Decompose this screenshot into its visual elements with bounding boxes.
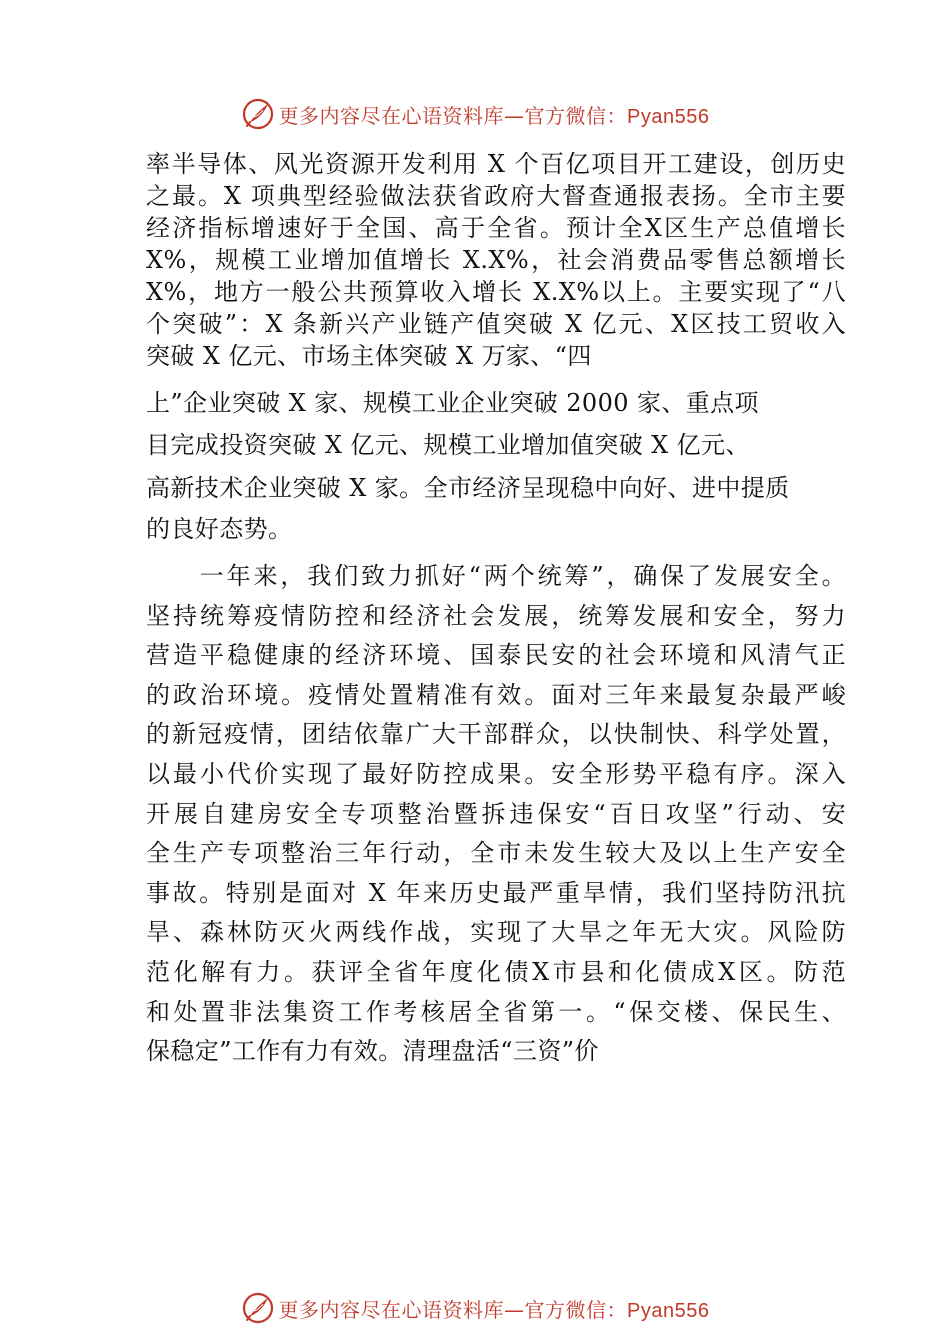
text-line: 上”企业突破 X 家、规模工业企业突破 2000 家、重点项 [146, 389, 759, 417]
text-line: 的新冠疫情，团结依靠广大干部群众，以快制快、科学处置， [146, 720, 846, 749]
text-line: 开展自建房安全专项整治暨拆违保安“百日攻坚”行动、安 [146, 799, 846, 828]
header-brand: 更多内容尽在心语资料库 [278, 103, 505, 128]
header-banner [0, 94, 950, 134]
text-line: 旱、森林防灭火两线作战，实现了大旱之年无大灾。风险防 [146, 918, 846, 947]
header-dash: — [504, 103, 525, 128]
text-line: 保稳定”工作有力有效。清理盘活“三资”价 [146, 1037, 599, 1066]
quill-logo-icon [241, 97, 275, 131]
text-line: 的政治环境。疫情处置精准有效。面对三年来最复杂最严峻 [146, 680, 846, 709]
text-line: 突破 X 亿元、市场主体突破 X 万家、“四 [146, 342, 592, 370]
text-line: 经济指标增速好于全国、高于全省。预计全X区生产总值增长 [146, 214, 846, 242]
text-line: 营造平稳健康的经济环境、国泰民安的社会环境和风清气正 [146, 641, 846, 670]
text-line: 一年来，我们致力抓好“两个统筹”，确保了发展安全。 [146, 562, 846, 590]
text-line: 全生产专项整治三年行动，全市未发生较大及以上生产安全 [146, 839, 846, 868]
text-line: 个突破”：X 条新兴产业链产值突破 X 亿元、X区技工贸收入 [146, 310, 846, 338]
document-body [146, 148, 846, 1072]
text-line: X%，规模工业增加值增长 X.X%，社会消费品零售总额增长 [146, 246, 846, 274]
text-line: 率半导体、风光资源开发利用 X 个百亿项目开工建设，创历史 [146, 150, 846, 178]
header-label: 官方微信： [524, 103, 628, 128]
text-line: 高新技术企业突破 X 家。全市经济呈现稳中向好、进中提质 [146, 474, 790, 502]
header-account: Pyan556 [627, 105, 710, 128]
text-line: 事故。特别是面对 X 年来历史最严重旱情，我们坚持防汛抗 [146, 878, 846, 907]
paragraph-1 [146, 148, 846, 549]
header-banner-text [279, 100, 710, 129]
text-line: 以最小代价实现了最好防控成果。安全形势平稳有序。深入 [146, 759, 846, 788]
paragraph-2 [146, 557, 846, 1072]
footer-banner-text [279, 1294, 710, 1323]
footer-label: 官方微信： [524, 1297, 628, 1322]
footer-dash: — [504, 1297, 525, 1322]
text-line: 的良好态势。 [146, 515, 293, 543]
text-line: 范化解有力。获评全省年度化债X市县和化债成X区。防范 [146, 957, 846, 986]
quill-logo-icon [241, 1291, 275, 1325]
text-line: 和处置非法集资工作考核居全省第一。“保交楼、保民生、 [146, 997, 846, 1026]
text-line: X%，地方一般公共预算收入增长 X.X%以上。主要实现了“八 [146, 278, 846, 306]
text-line: 坚持统筹疫情防控和经济社会发展，统筹发展和安全，努力 [146, 601, 846, 630]
text-line: 之最。X 项典型经验做法获省政府大督查通报表扬。全市主要 [146, 182, 846, 210]
footer-banner [0, 1288, 950, 1328]
text-line: 目完成投资突破 X 亿元、规模工业增加值突破 X 亿元、 [146, 431, 750, 459]
footer-account: Pyan556 [627, 1299, 710, 1322]
footer-brand: 更多内容尽在心语资料库 [278, 1297, 505, 1322]
